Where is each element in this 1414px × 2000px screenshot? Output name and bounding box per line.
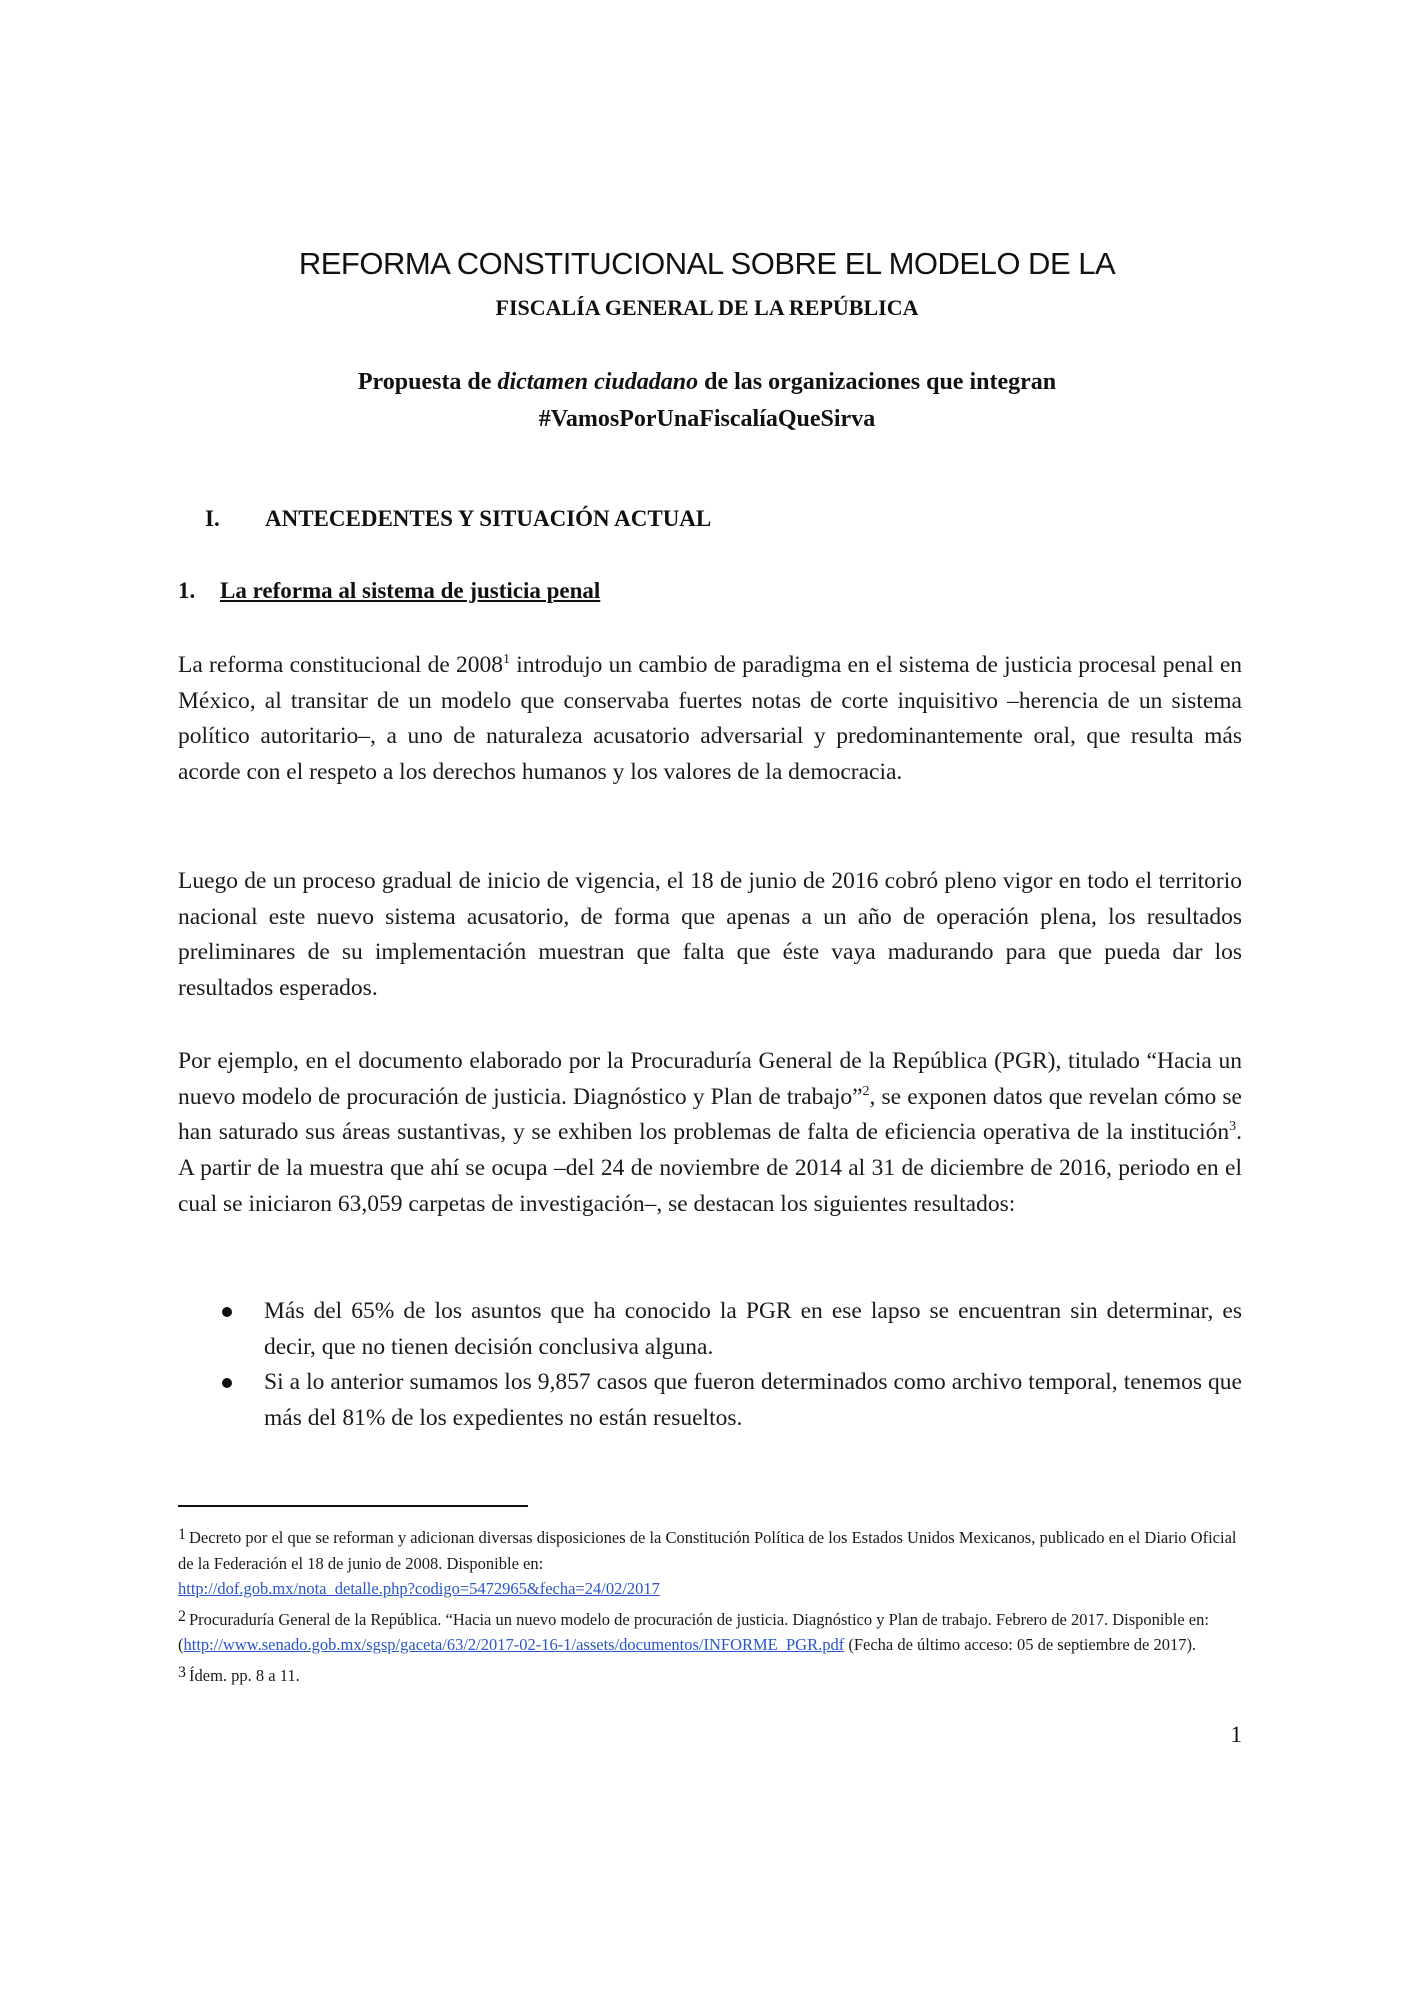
section-number: I. bbox=[205, 506, 220, 531]
document-title: REFORMA CONSTITUCIONAL SOBRE EL MODELO DE LA bbox=[298, 246, 1116, 281]
footnote-ref-2[interactable]: 2 bbox=[862, 1083, 870, 1099]
proposal-line-1 bbox=[0, 364, 1414, 401]
footnote-text: Procuraduría General de la República. “Hacia un nuevo modelo de procuración de justicia. Diagnóstico y Plan de trabajo. Febrero de 2017. Disponible en: ( bbox=[178, 1609, 1209, 1654]
proposal-text-1: Propuesta de bbox=[357, 369, 498, 395]
footnote-link[interactable]: http://www.senado.gob.mx/sgsp/gaceta/63/2/2017-02-16-1/assets/documentos/INFORME_PGR.pdf bbox=[183, 1635, 845, 1654]
paragraph-3-text-c: . A partir de la muestra que ahí se ocupa –del 24 de noviembre de 2014 al 31 de diciembre de 2016, periodo en el cual se iniciaron 63,059 carpetas de investigación–, se destacan los siguientes resultados: bbox=[178, 1119, 1242, 1217]
subsection-number: 1. bbox=[178, 578, 196, 603]
bullet-icon bbox=[222, 1378, 232, 1388]
page-number: 1 bbox=[1230, 1722, 1242, 1747]
paragraph-1 bbox=[178, 648, 1242, 791]
results-list bbox=[178, 1294, 1242, 1437]
paragraph-3-text-a: Por ejemplo, en el documento elaborado por la Procuraduría General de la República (PGR), titulado “Hacia un nuevo modelo de procuración de justicia. Diagnóstico y Plan de trabajo” bbox=[178, 1048, 1242, 1110]
proposal-hashtag: #VamosPorUnaFiscalíaQueSirva bbox=[538, 406, 876, 432]
paragraph-3-text-b: , se exponen datos que revelan cómo se han saturado sus áreas sustantivas, y se exhiben los problemas de falta de eficiencia operativa de la institución bbox=[178, 1083, 1242, 1146]
list-item bbox=[178, 1294, 1242, 1365]
section-title: ANTECEDENTES Y SITUACIÓN ACTUAL bbox=[265, 506, 712, 531]
footnote-1 bbox=[178, 1522, 1242, 1602]
paragraph-2: Luego de un proceso gradual de inicio de vigencia, el 18 de junio de 2016 cobró pleno vigor en todo el territorio nacional este nuevo sistema acusatorio, de forma que apenas a un año de operación plena, los resultados preliminares de su implementación muestran que falta que éste vaya madurando para que pueda dar los resultados esperados. bbox=[178, 868, 1242, 1002]
paragraph-1-text-a: La reforma constitucional de 2008 bbox=[178, 652, 504, 678]
footnote-number: 1 bbox=[178, 1526, 186, 1543]
footnote-3 bbox=[178, 1660, 1242, 1689]
document-subtitle: FISCALÍA GENERAL DE LA REPÚBLICA bbox=[495, 295, 919, 320]
footnote-2 bbox=[178, 1604, 1242, 1658]
proposal-heading bbox=[0, 364, 1414, 438]
footnote-number: 2 bbox=[178, 1607, 186, 1625]
list-item-text: Más del 65% de los asuntos que ha conocido la PGR en ese lapso se encuentran sin determinar, es decir, que no tienen decisión conclusiva alguna. bbox=[264, 1298, 1242, 1360]
list-item-text: Si a lo anterior sumamos los 9,857 casos que fueron determinados como archivo temporal, tenemos que más del 81% de los expedientes no están resueltos. bbox=[264, 1369, 1242, 1432]
list-item bbox=[178, 1365, 1242, 1436]
subsection-title: La reforma al sistema de justicia penal bbox=[220, 578, 601, 603]
footnote-link[interactable]: http://dof.gob.mx/nota_detalle.php?codigo=5472965&fecha=24/02/2017 bbox=[178, 1579, 660, 1598]
subsection-heading bbox=[178, 578, 600, 604]
section-heading bbox=[205, 506, 711, 532]
paragraph-1-text-b: introdujo un cambio de paradigma en el sistema de justicia procesal penal en México, al transitar de un modelo que conservaba fuertes notas de corte inquisitivo –herencia de un sistema político autoritario–, a uno de naturaleza acusatorio adversarial y predominantemente oral, que resulta más acorde con el respeto a los derechos humanos y los valores de la democracia. bbox=[178, 652, 1242, 786]
footnotes bbox=[178, 1522, 1242, 1690]
footnote-ref-1[interactable]: 1 bbox=[503, 652, 511, 668]
footnote-text: Decreto por el que se reforman y adicionan diversas disposiciones de la Constitución Política de los Estados Unidos Mexicanos, publicado en el Diario Oficial de la Federación el 18 de junio de 2008. Disponible en: bbox=[178, 1528, 1237, 1573]
footnote-text: Ídem. pp. 8 a 11. bbox=[189, 1665, 300, 1685]
footnote-divider bbox=[178, 1505, 528, 1507]
proposal-text-2: de las organizaciones que integran bbox=[698, 369, 1057, 395]
footnote-ref-3[interactable]: 3 bbox=[1229, 1119, 1237, 1135]
footnote-number: 3 bbox=[178, 1663, 186, 1681]
bullet-icon bbox=[222, 1307, 232, 1317]
proposal-italic: dictamen ciudadano bbox=[497, 369, 699, 395]
paragraph-3 bbox=[178, 1044, 1242, 1223]
footnote-text-tail: (Fecha de último acceso: 05 de septiembre de 2017). bbox=[844, 1635, 1197, 1654]
